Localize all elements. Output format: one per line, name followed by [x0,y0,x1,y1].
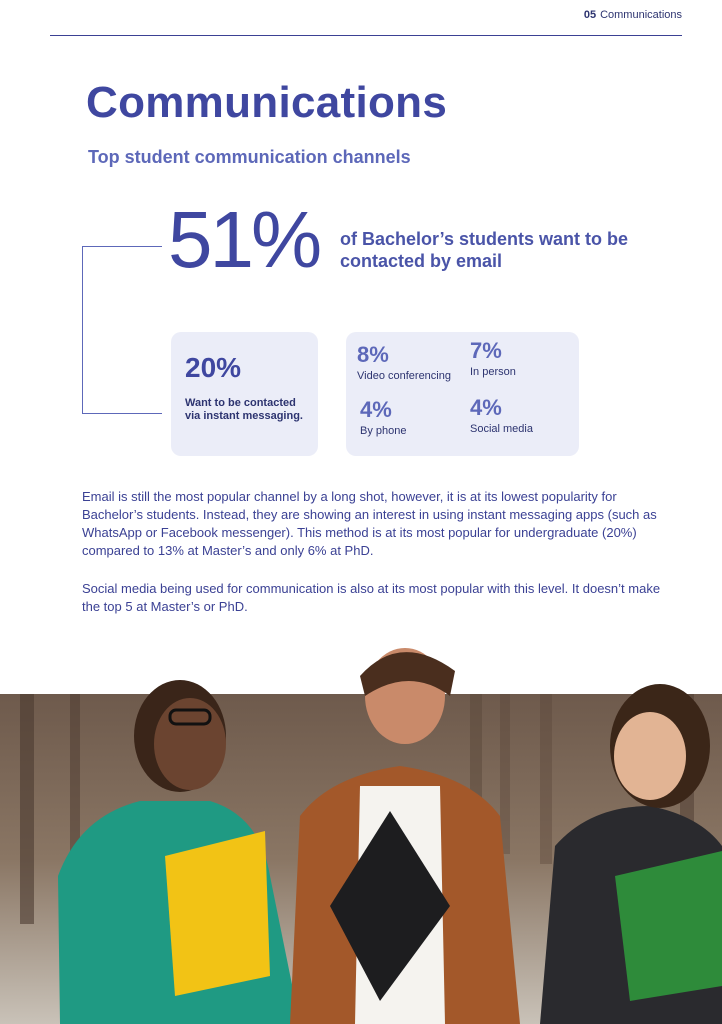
channel-social-media [470,397,533,435]
channel-value: 4% [470,395,502,420]
channel-label: By phone [360,425,407,437]
channel-label: In person [470,366,516,378]
channel-value: 7% [470,338,502,363]
headline-stat-value: 51% [168,195,320,284]
headline-stat-description: of Bachelor’s students want to be contacted by email [340,229,629,271]
page-title: Communications [86,78,448,127]
page-subtitle: Top student communication channels [88,147,411,167]
channel-value: 4% [360,397,392,422]
students-photo [0,626,722,1024]
instant-messaging-label: Want to be contacted via instant messaging. [185,397,303,423]
section-title: Communications [600,9,682,21]
instant-messaging-card [171,332,318,456]
body-paragraph: Social media being used for communication is also at its most popular with this level. It doesn’t make the top 5 at Master’s or PhD. [82,581,661,614]
channel-in-person [470,340,516,378]
channel-value: 8% [357,342,389,367]
channels-card [346,332,579,456]
header-divider [50,35,682,36]
body-paragraph: Email is still the most popular channel by a long shot, however, it is at its lowest popularity for Bachelor’s students. Instead, they are showing an interest in using instant messaging apps (such as WhatsApp or Facebook messenger). This method is at its most popular for undergraduate (20%) compared to 13% at Master’s and only 6% at PhD. [82,489,657,558]
channel-label: Social media [470,423,533,435]
bracket-line [82,246,162,414]
channel-label: Video conferencing [357,370,451,382]
section-number: 05 [583,9,597,21]
page-header [584,9,682,21]
instant-messaging-value: 20% [185,352,242,383]
channel-by-phone [360,399,406,437]
channel-video-conferencing [357,344,451,382]
